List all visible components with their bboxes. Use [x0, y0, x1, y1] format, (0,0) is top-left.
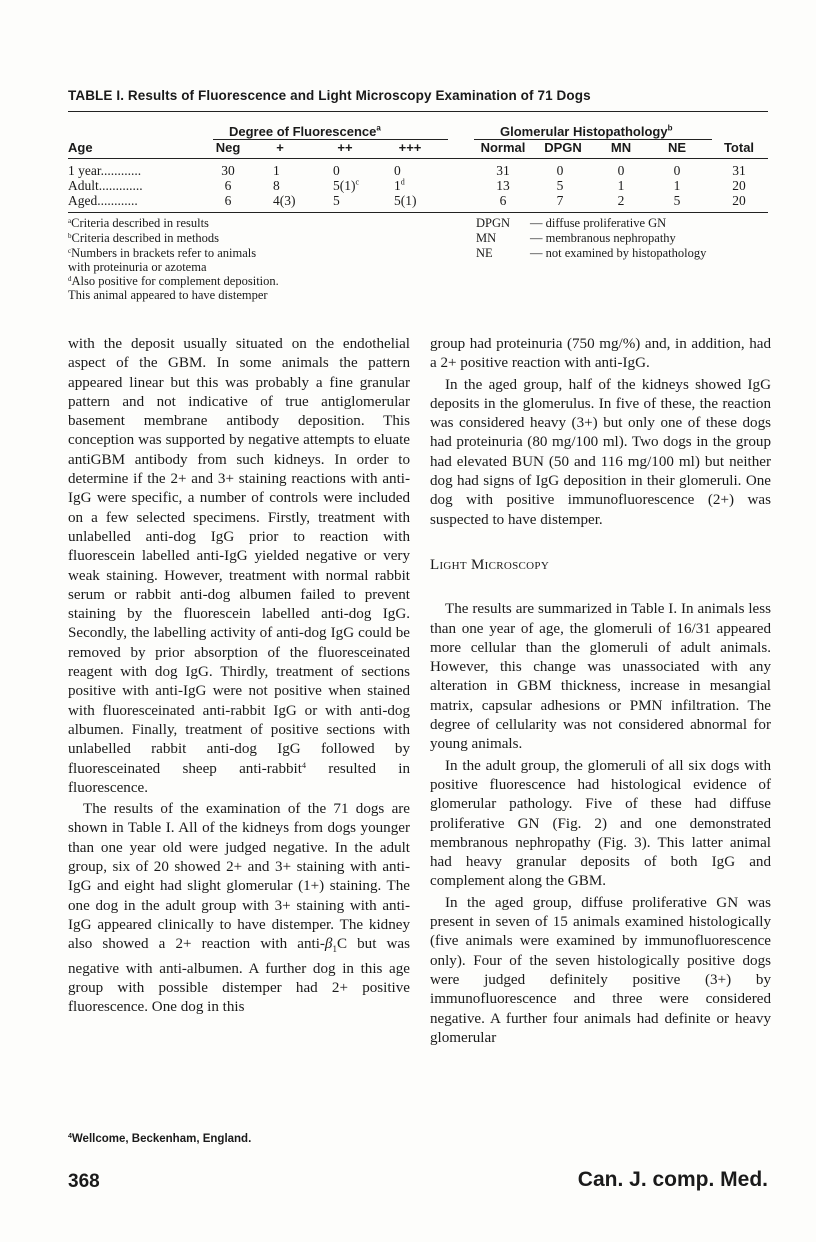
- row-age: Aged............: [68, 193, 138, 208]
- row-mn: 1: [617, 178, 625, 193]
- row-total: 20: [732, 178, 746, 193]
- table-top-rule: [68, 111, 768, 112]
- table-footnote: $^a$Criteria described in results: [68, 216, 209, 230]
- body-paragraph: In the aged group, diffuse proliferative GN was present in seven of 15 animals examined histologically (five animals were examined by immunofluorescence only). Four of the seven histologically positive dogs were judged definitely positive (3+) by immunofluorescence and three were considered negative. A further four animals had definite or heavy glomerular: [430, 894, 771, 1046]
- row-neg: 6: [224, 193, 232, 208]
- abbrev-definition: — membranous nephropathy: [530, 231, 676, 245]
- col-header-plus1: +: [276, 140, 284, 155]
- fluorescence-group-header: Degree of Fluorescence$^a$: [229, 123, 381, 139]
- abbrev-term: NE: [476, 246, 493, 260]
- row-dpgn: 0: [556, 163, 564, 178]
- row-mn: 0: [617, 163, 625, 178]
- body-paragraph: with the deposit usually situated on the endothelial aspect of the GBM. In some animals the pattern appeared linear but this was probably a fine granular pattern and not indicative of true antiglomerular basement membrane antibody deposition. This conception was supported by negative attempts to eluate antiGBM antibody from such kidneys. In order to determine if the 2+ and 3+ staining reactions with anti-IgG were specific, a number of controls were included on a few selected specimens. Firstly, treatment with unlabelled anti-dog IgG prior to reaction with fluorescein labelled anti-IgG yielded negative or very weak staining. However, treatment with normal rabbit serum or rabbit anti-dog albumen failed to prevent staining by the fluorescein labelled anti-dog IgG. Secondly, the labelling activity of anti-dog IgG could be removed by prior absorption of the fluoresceinated reagent with dog IgG. Thirdly, treatment of sections positive with anti-IgG were not positive when stained with fluoresceinated anti-rabbit IgG or with anti-dog albumen. Finally, treatment of positive sections with unlabelled rabbit anti-dog IgG followed by fluoresceinated sheep anti-rabbit$^4$ resulted in fluorescence.: [68, 336, 410, 796]
- row-ne: 5: [673, 193, 681, 208]
- row-neg: 30: [221, 163, 235, 178]
- row-total: 31: [732, 163, 746, 178]
- table-caption: TABLE I. Results of Fluorescence and Light Microscopy Examination of 71 Dogs: [68, 88, 591, 103]
- body-paragraph: The results are summarized in Table I. In animals less than one year of age, the glomeruli of 16/31 appeared more cellular than the glomeruli of adult animals. However, this change was unassociated with any alteration in GBM thickness, increase in mesangial matrix, capsular adhesions or PMN infiltration. The degree of cellularity was not considered abnormal for young animals.: [430, 601, 771, 753]
- row-plus1: 4(3): [273, 193, 296, 208]
- row-age: 1 year............: [68, 163, 142, 178]
- row-mn: 2: [617, 193, 625, 208]
- abbrev-definition: — diffuse proliferative GN: [530, 216, 667, 230]
- page-number: 368: [68, 1171, 100, 1192]
- row-ne: 0: [673, 163, 681, 178]
- table-footnote: $^c$Numbers in brackets refer to animals: [68, 246, 257, 260]
- table-footnote: $^b$Criteria described in methods: [68, 231, 220, 245]
- row-total: 20: [732, 193, 746, 208]
- left-column: [68, 335, 410, 1017]
- page-footnote: $^4$Wellcome, Beckenham, England.: [68, 1133, 252, 1145]
- col-header-plus3: +++: [398, 140, 422, 155]
- row-plus2: $5(1)^c$: [333, 177, 360, 193]
- row-plus3: 0: [394, 163, 401, 178]
- col-header-total: Total: [723, 140, 755, 155]
- histopathology-group-header: Glomerular Histopathology$^b$: [500, 123, 673, 139]
- body-paragraph: The results of the examination of the 71 dogs are shown in Table I. All of the kidneys from dogs younger than one year old were judged negative. In the adult group, six of 20 showed 2+ and 3+ staining with anti-IgG and eight had slight glomerular (1+) staining. The one dog in the adult group with 3+ staining with anti-IgG appeared clinically to have distemper. The kidney also showed a 2+ reaction with anti-$\beta_1C$ but was negative with anti-albumen. A further dog in this age group with possible distemper had 2+ positive fluorescence. One dog in this: [68, 801, 410, 1016]
- row-plus3: 5(1): [394, 193, 417, 208]
- section-heading: Light Microscopy: [430, 556, 550, 573]
- abbrev-definition: — not examined by histopathology: [530, 246, 707, 260]
- row-normal: 6: [499, 193, 507, 208]
- row-neg: 6: [224, 178, 232, 193]
- table-footnote: with proteinuria or azotema: [68, 260, 207, 274]
- row-plus2: 5: [333, 193, 340, 208]
- abbrev-term: DPGN: [476, 216, 511, 230]
- table-footnote: $^d$Also positive for complement deposition.: [68, 274, 279, 288]
- body-paragraph: In the aged group, half of the kidneys showed IgG deposits in the glomerulus. In five of these, the reaction was considered heavy (3+) but only one of these dogs had proteinuria (80 mg/100 ml). Two dogs in the group had elevated BUN (50 and 116 mg/100 ml) but neither dog had signs of IgG deposition in their glomeruli. One dog with positive immunofluorescence (2+) was suspected to have distemper.: [430, 376, 771, 528]
- row-normal: 13: [496, 178, 510, 193]
- row-plus2: 0: [333, 163, 340, 178]
- table-footnote: This animal appeared to have distemper: [68, 288, 268, 302]
- col-header-mn: MN: [610, 140, 632, 155]
- row-normal: 31: [496, 163, 510, 178]
- row-dpgn: 7: [556, 193, 564, 208]
- col-header-normal: Normal: [480, 140, 526, 155]
- row-age: Adult.............: [68, 178, 143, 193]
- col-header-age: Age: [68, 140, 93, 155]
- row-ne: 1: [673, 178, 681, 193]
- row-plus1: 8: [273, 178, 280, 193]
- col-header-plus2: ++: [337, 140, 353, 155]
- row-plus1: 1: [273, 163, 280, 178]
- abbrev-term: MN: [476, 231, 497, 245]
- body-paragraph: In the adult group, the glomeruli of all six dogs with positive fluorescence had histological evidence of glomerular pathology. Five of these had diffuse proliferative GN (Fig. 2) and one demonstrated membranous nephropathy (Fig. 3). This latter animal had heavy granular deposits of both IgG and complement along the GBM.: [430, 757, 771, 890]
- body-paragraph: group had proteinuria (750 mg/%) and, in addition, had a 2+ positive reaction with anti-IgG.: [430, 336, 771, 372]
- right-column: [430, 335, 771, 1048]
- row-dpgn: 5: [556, 178, 564, 193]
- col-header-ne: NE: [667, 140, 687, 155]
- row-plus3: 1$^d$: [394, 177, 405, 193]
- col-header-neg: Neg: [215, 140, 241, 155]
- journal-name: Can. J. comp. Med.: [577, 1168, 768, 1191]
- col-header-dpgn: DPGN: [544, 140, 582, 155]
- table-bottom-rule: [68, 212, 768, 213]
- header-rule: [68, 158, 768, 159]
